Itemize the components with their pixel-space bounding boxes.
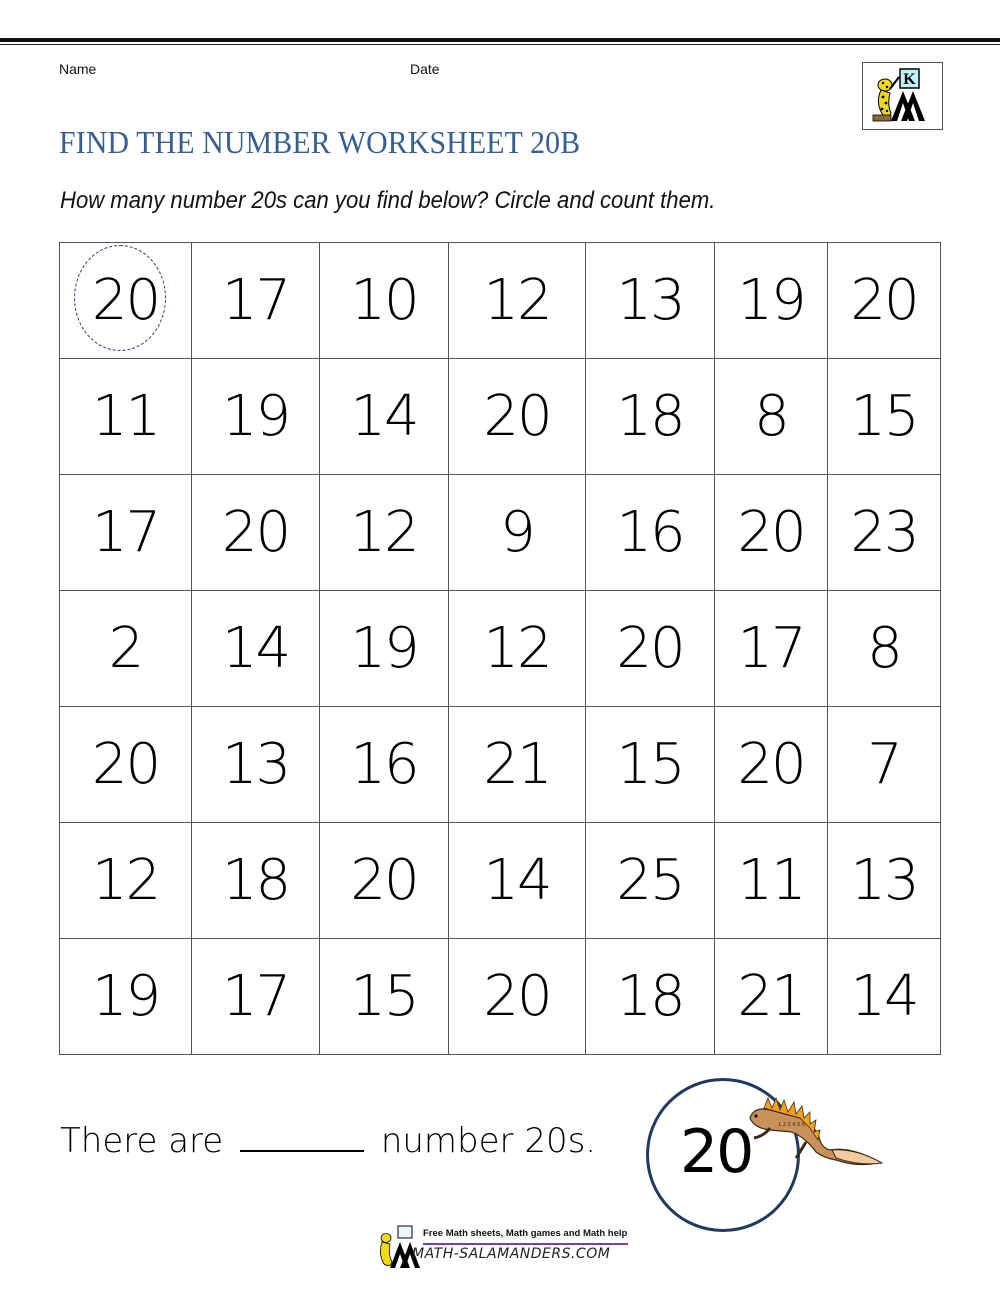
answer-sentence [60,1120,596,1161]
page-title: FIND THE NUMBER WORKSHEET 20B [59,124,581,160]
grid-cell[interactable]: 15 [828,359,941,475]
logo [862,62,943,130]
grid-row [60,243,941,359]
grid-cell[interactable]: 15 [586,707,715,823]
grid-row [60,939,941,1055]
grid-cell[interactable]: 15 [320,939,449,1055]
grid-cell[interactable]: 18 [586,359,715,475]
grid-cell[interactable]: 13 [828,823,941,939]
grid-cell[interactable]: 13 [192,707,320,823]
grid-cell[interactable]: 14 [449,823,586,939]
grid-cell[interactable]: 20 [192,475,320,591]
grid-cell[interactable]: 17 [715,591,828,707]
grid-cell[interactable]: 16 [320,707,449,823]
date-label: Date [410,61,440,77]
footer-tagline: Free Math sheets, Math games and Math help [423,1228,628,1239]
grid-cell[interactable]: 11 [715,823,828,939]
grid-cell[interactable]: 12 [60,823,192,939]
footer-site-name: MATH-SALAMANDERS.COM [412,1246,611,1262]
grid-cell[interactable]: 9 [449,475,586,591]
number-grid [59,242,941,1055]
answer-blank[interactable] [240,1120,364,1152]
grid-cell[interactable]: 2 [60,591,192,707]
grid-cell[interactable]: 20 [449,359,586,475]
grid-row [60,823,941,939]
grid-row [60,591,941,707]
grid-cell[interactable]: 11 [60,359,192,475]
grid-cell[interactable]: 20 [715,475,828,591]
grid-cell[interactable]: 20 [60,707,192,823]
grid-cell[interactable]: 8 [715,359,828,475]
grid-cell[interactable]: 16 [586,475,715,591]
grid-cell[interactable]: 12 [449,591,586,707]
grid-cell[interactable]: 13 [586,243,715,359]
grid-cell[interactable]: 19 [60,939,192,1055]
grid-cell[interactable]: 20 [828,243,941,359]
grid-cell[interactable]: 8 [828,591,941,707]
grid-cell[interactable]: 12 [320,475,449,591]
top-rule-thin [0,44,1000,45]
grid-row [60,475,941,591]
answer-suffix: number 20s. [380,1121,597,1161]
instructions: How many number 20s can you find below? Circle and count them. [60,187,716,214]
svg-text:K: K [903,71,916,88]
grid-cell[interactable]: 7 [828,707,941,823]
grid-cell[interactable]: 17 [60,475,192,591]
grid-cell[interactable]: 25 [586,823,715,939]
math-salamanders-k-logo-icon [863,63,942,129]
grid-cell[interactable]: 10 [320,243,449,359]
salamander-icon [740,1088,890,1168]
svg-text:1 2 3 4 5 6: 1 2 3 4 5 6 [778,1122,806,1128]
grid-cell[interactable]: 17 [192,243,320,359]
target-number: 20 [680,1117,753,1187]
footer-divider [423,1243,628,1245]
grid-cell[interactable]: 21 [449,707,586,823]
grid-row [60,359,941,475]
grid-cell[interactable]: 20 [320,823,449,939]
grid-cell[interactable]: 19 [192,359,320,475]
grid-cell[interactable]: 17 [192,939,320,1055]
grid-cell[interactable]: 18 [192,823,320,939]
grid-cell[interactable]: 21 [715,939,828,1055]
answer-prefix: There are [60,1121,224,1161]
grid-cell[interactable]: 14 [192,591,320,707]
grid-cell[interactable]: 23 [828,475,941,591]
grid-cell[interactable]: 18 [586,939,715,1055]
grid-cell[interactable]: 20 [715,707,828,823]
grid-cell[interactable]: 14 [320,359,449,475]
grid-row [60,707,941,823]
grid-cell[interactable]: 19 [715,243,828,359]
footer-brand [372,1224,632,1270]
grid-cell[interactable]: 20 [586,591,715,707]
grid-cell[interactable]: 20 [60,243,192,359]
grid-cell[interactable]: 14 [828,939,941,1055]
top-rule [0,38,1000,42]
grid-cell[interactable]: 12 [449,243,586,359]
grid-cell[interactable]: 20 [449,939,586,1055]
grid-cell[interactable]: 19 [320,591,449,707]
name-label: Name [59,61,97,77]
